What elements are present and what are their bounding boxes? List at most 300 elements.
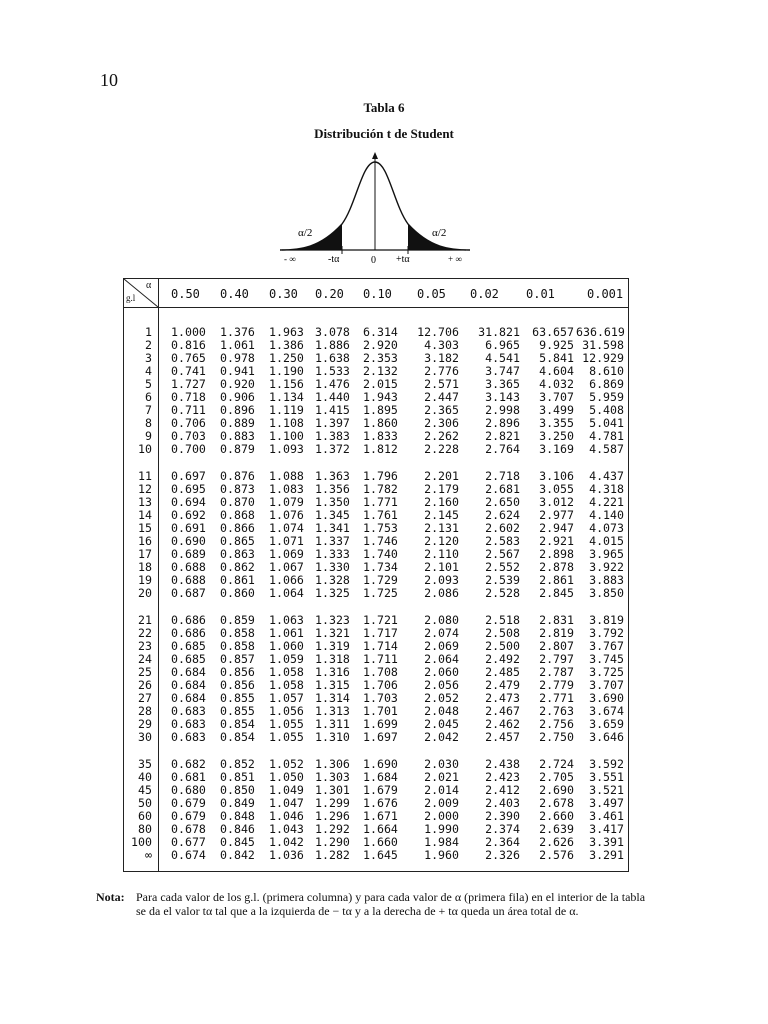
value-cell: 1.984 <box>424 835 459 849</box>
value-cell: 1.321 <box>315 626 350 640</box>
table-row <box>124 731 630 744</box>
value-cell: 1.046 <box>269 809 304 823</box>
value-cell: 3.521 <box>589 783 624 797</box>
value-cell: 1.729 <box>363 573 398 587</box>
value-cell: 0.689 <box>171 547 206 561</box>
page-number: 10 <box>100 70 118 90</box>
df-cell: 50 <box>138 796 152 810</box>
value-cell: 1.699 <box>363 717 398 731</box>
value-cell: 3.078 <box>315 325 350 339</box>
value-cell: 1.886 <box>315 338 350 352</box>
value-cell: 2.132 <box>363 364 398 378</box>
value-cell: 1.000 <box>171 325 206 339</box>
value-cell: 1.796 <box>363 469 398 483</box>
value-cell: 2.473 <box>485 691 520 705</box>
value-cell: 0.854 <box>220 717 255 731</box>
value-cell: 4.437 <box>589 469 624 483</box>
value-cell: 2.160 <box>424 495 459 509</box>
value-cell: 2.060 <box>424 665 459 679</box>
value-cell: 4.781 <box>589 429 624 443</box>
df-cell: 11 <box>138 469 152 483</box>
value-cell: 0.694 <box>171 495 206 509</box>
value-cell: 2.014 <box>424 783 459 797</box>
value-cell: 2.539 <box>485 573 520 587</box>
value-cell: 1.337 <box>315 534 350 548</box>
df-cell: 1 <box>145 325 152 339</box>
value-cell: 8.610 <box>589 364 624 378</box>
value-cell: 2.626 <box>539 835 574 849</box>
value-cell: 1.782 <box>363 482 398 496</box>
value-cell: 0.711 <box>171 403 206 417</box>
value-cell: 2.412 <box>485 783 520 797</box>
value-cell: 1.676 <box>363 796 398 810</box>
value-cell: 0.703 <box>171 429 206 443</box>
value-cell: 3.659 <box>589 717 624 731</box>
value-cell: 1.812 <box>363 442 398 456</box>
value-cell: 2.845 <box>539 586 574 600</box>
value-cell: 2.771 <box>539 691 574 705</box>
value-cell: 2.052 <box>424 691 459 705</box>
value-cell: 1.315 <box>315 678 350 692</box>
df-cell: 4 <box>145 364 152 378</box>
value-cell: 2.567 <box>485 547 520 561</box>
value-cell: 1.690 <box>363 757 398 771</box>
value-cell: 0.856 <box>220 678 255 692</box>
df-cell: 35 <box>138 757 152 771</box>
value-cell: 2.110 <box>424 547 459 561</box>
value-cell: 2.508 <box>485 626 520 640</box>
value-cell: 4.140 <box>589 508 624 522</box>
value-cell: 0.889 <box>220 416 255 430</box>
value-cell: 2.485 <box>485 665 520 679</box>
value-cell: 2.718 <box>485 469 520 483</box>
table-row <box>124 587 630 600</box>
value-cell: 0.941 <box>220 364 255 378</box>
value-cell: 0.883 <box>220 429 255 443</box>
value-cell: 3.646 <box>589 730 624 744</box>
value-cell: 1.717 <box>363 626 398 640</box>
value-cell: 1.190 <box>269 364 304 378</box>
value-cell: 0.691 <box>171 521 206 535</box>
value-cell: 2.364 <box>485 835 520 849</box>
df-cell: 25 <box>138 665 152 679</box>
value-cell: 3.707 <box>589 678 624 692</box>
value-cell: 0.862 <box>220 560 255 574</box>
value-cell: 0.684 <box>171 691 206 705</box>
value-cell: 2.787 <box>539 665 574 679</box>
value-cell: 1.734 <box>363 560 398 574</box>
value-cell: 0.688 <box>171 560 206 574</box>
value-cell: 2.705 <box>539 770 574 784</box>
value-cell: 1.282 <box>315 848 350 862</box>
axis-label-neg-inf: - ∞ <box>284 254 296 264</box>
value-cell: 1.350 <box>315 495 350 509</box>
value-cell: 0.861 <box>220 573 255 587</box>
value-cell: 1.088 <box>269 469 304 483</box>
value-cell: 0.706 <box>171 416 206 430</box>
value-cell: 0.855 <box>220 704 255 718</box>
value-cell: 0.682 <box>171 757 206 771</box>
value-cell: 1.301 <box>315 783 350 797</box>
value-cell: 1.638 <box>315 351 350 365</box>
value-cell: 0.868 <box>220 508 255 522</box>
value-cell: 0.879 <box>220 442 255 456</box>
value-cell: 0.920 <box>220 377 255 391</box>
value-cell: 4.318 <box>589 482 624 496</box>
value-cell: 3.417 <box>589 822 624 836</box>
value-cell: 1.108 <box>269 416 304 430</box>
value-cell: 1.066 <box>269 573 304 587</box>
value-cell: 1.328 <box>315 573 350 587</box>
value-cell: 2.479 <box>485 678 520 692</box>
value-cell: 2.179 <box>424 482 459 496</box>
note-label: Nota: <box>96 890 125 904</box>
value-cell: 2.447 <box>424 390 459 404</box>
value-cell: 1.318 <box>315 652 350 666</box>
value-cell: 2.756 <box>539 717 574 731</box>
value-cell: 0.690 <box>171 534 206 548</box>
value-cell: 3.690 <box>589 691 624 705</box>
value-cell: 0.718 <box>171 390 206 404</box>
value-cell: 5.408 <box>589 403 624 417</box>
alpha-header-cell: 0.40 <box>220 287 249 301</box>
value-cell: 2.390 <box>485 809 520 823</box>
value-cell: 0.681 <box>171 770 206 784</box>
alpha-header-cell: 0.30 <box>269 287 298 301</box>
df-cell: 15 <box>138 521 152 535</box>
value-cell: 3.747 <box>485 364 520 378</box>
value-cell: 0.876 <box>220 469 255 483</box>
value-cell: 2.920 <box>363 338 398 352</box>
value-cell: 1.290 <box>315 835 350 849</box>
value-cell: 1.079 <box>269 495 304 509</box>
value-cell: 3.461 <box>589 809 624 823</box>
df-cell: ∞ <box>145 848 152 862</box>
df-cell: 24 <box>138 652 152 666</box>
value-cell: 3.106 <box>539 469 574 483</box>
value-cell: 2.898 <box>539 547 574 561</box>
value-cell: 2.518 <box>485 613 520 627</box>
value-cell: 1.660 <box>363 835 398 849</box>
value-cell: 1.740 <box>363 547 398 561</box>
value-cell: 0.866 <box>220 521 255 535</box>
value-cell: 0.684 <box>171 678 206 692</box>
df-cell: 60 <box>138 809 152 823</box>
value-cell: 1.746 <box>363 534 398 548</box>
value-cell: 0.697 <box>171 469 206 483</box>
value-cell: 2.583 <box>485 534 520 548</box>
axis-label-pos-inf: + ∞ <box>448 254 462 264</box>
value-cell: 0.863 <box>220 547 255 561</box>
value-cell: 3.497 <box>589 796 624 810</box>
value-cell: 1.043 <box>269 822 304 836</box>
value-cell: 3.250 <box>539 429 574 443</box>
value-cell: 0.852 <box>220 757 255 771</box>
value-cell: 1.345 <box>315 508 350 522</box>
df-cell: 21 <box>138 613 152 627</box>
axis-label-pos-t: +tα <box>396 254 410 265</box>
alpha-header-cell: 0.50 <box>171 287 200 301</box>
value-cell: 0.846 <box>220 822 255 836</box>
value-cell: 0.858 <box>220 639 255 653</box>
value-cell: 1.860 <box>363 416 398 430</box>
value-cell: 1.664 <box>363 822 398 836</box>
value-cell: 1.071 <box>269 534 304 548</box>
value-cell: 2.528 <box>485 586 520 600</box>
value-cell: 1.330 <box>315 560 350 574</box>
value-cell: 1.059 <box>269 652 304 666</box>
alpha-header-cell: 0.001 <box>587 287 624 301</box>
value-cell: 2.353 <box>363 351 398 365</box>
value-cell: 1.050 <box>269 770 304 784</box>
value-cell: 636.619 <box>576 325 625 339</box>
value-cell: 2.403 <box>485 796 520 810</box>
value-cell: 2.763 <box>539 704 574 718</box>
value-cell: 2.681 <box>485 482 520 496</box>
value-cell: 1.372 <box>315 442 350 456</box>
value-cell: 3.365 <box>485 377 520 391</box>
axis-label-zero: 0 <box>371 255 376 265</box>
value-cell: 1.055 <box>269 730 304 744</box>
value-cell: 2.462 <box>485 717 520 731</box>
value-cell: 2.807 <box>539 639 574 653</box>
value-cell: 1.057 <box>269 691 304 705</box>
value-cell: 3.182 <box>424 351 459 365</box>
value-cell: 3.355 <box>539 416 574 430</box>
value-cell: 2.374 <box>485 822 520 836</box>
value-cell: 0.692 <box>171 508 206 522</box>
value-cell: 3.143 <box>485 390 520 404</box>
df-cell: 6 <box>145 390 152 404</box>
df-cell: 12 <box>138 482 152 496</box>
value-cell: 0.857 <box>220 652 255 666</box>
value-cell: 0.896 <box>220 403 255 417</box>
df-cell: 5 <box>145 377 152 391</box>
value-cell: 1.725 <box>363 586 398 600</box>
value-cell: 1.061 <box>220 338 255 352</box>
value-cell: 2.120 <box>424 534 459 548</box>
value-cell: 1.397 <box>315 416 350 430</box>
value-cell: 1.684 <box>363 770 398 784</box>
value-cell: 6.965 <box>485 338 520 352</box>
alpha-header-cell: 0.02 <box>470 287 499 301</box>
value-cell: 0.741 <box>171 364 206 378</box>
value-cell: 1.093 <box>269 442 304 456</box>
table-label: Tabla 6 <box>363 100 405 115</box>
t-distribution-table <box>123 278 629 872</box>
table-row <box>124 443 630 456</box>
value-cell: 3.291 <box>589 848 624 862</box>
value-cell: 2.000 <box>424 809 459 823</box>
value-cell: 1.943 <box>363 390 398 404</box>
value-cell: 2.086 <box>424 586 459 600</box>
value-cell: 2.776 <box>424 364 459 378</box>
value-cell: 1.341 <box>315 521 350 535</box>
value-cell: 2.074 <box>424 626 459 640</box>
value-cell: 0.816 <box>171 338 206 352</box>
value-cell: 2.977 <box>539 508 574 522</box>
value-cell: 1.533 <box>315 364 350 378</box>
value-cell: 0.683 <box>171 704 206 718</box>
value-cell: 2.438 <box>485 757 520 771</box>
value-cell: 0.683 <box>171 730 206 744</box>
value-cell: 5.041 <box>589 416 624 430</box>
value-cell: 2.896 <box>485 416 520 430</box>
value-cell: 1.363 <box>315 469 350 483</box>
value-cell: 1.711 <box>363 652 398 666</box>
df-cell: 27 <box>138 691 152 705</box>
value-cell: 1.645 <box>363 848 398 862</box>
value-cell: 0.854 <box>220 730 255 744</box>
df-cell: 14 <box>138 508 152 522</box>
value-cell: 2.101 <box>424 560 459 574</box>
value-cell: 2.878 <box>539 560 574 574</box>
df-cell: 100 <box>131 835 152 849</box>
value-cell: 2.650 <box>485 495 520 509</box>
value-cell: 2.045 <box>424 717 459 731</box>
value-cell: 2.015 <box>363 377 398 391</box>
value-cell: 3.850 <box>589 586 624 600</box>
value-cell: 1.074 <box>269 521 304 535</box>
table-row <box>124 849 630 862</box>
value-cell: 0.850 <box>220 783 255 797</box>
value-cell: 1.134 <box>269 390 304 404</box>
value-cell: 3.551 <box>589 770 624 784</box>
df-cell: 26 <box>138 678 152 692</box>
value-cell: 1.376 <box>220 325 255 339</box>
value-cell: 3.674 <box>589 704 624 718</box>
value-cell: 1.058 <box>269 678 304 692</box>
value-cell: 0.680 <box>171 783 206 797</box>
value-cell: 0.700 <box>171 442 206 456</box>
df-cell: 3 <box>145 351 152 365</box>
value-cell: 0.687 <box>171 586 206 600</box>
value-cell: 1.356 <box>315 482 350 496</box>
value-cell: 2.145 <box>424 508 459 522</box>
value-cell: 4.015 <box>589 534 624 548</box>
value-cell: 0.674 <box>171 848 206 862</box>
value-cell: 0.870 <box>220 495 255 509</box>
value-cell: 1.067 <box>269 560 304 574</box>
value-cell: 1.076 <box>269 508 304 522</box>
value-cell: 3.499 <box>539 403 574 417</box>
value-cell: 1.064 <box>269 586 304 600</box>
value-cell: 1.060 <box>269 639 304 653</box>
value-cell: 2.779 <box>539 678 574 692</box>
value-cell: 9.925 <box>539 338 574 352</box>
df-cell: 19 <box>138 573 152 587</box>
df-cell: 22 <box>138 626 152 640</box>
value-cell: 2.423 <box>485 770 520 784</box>
value-cell: 0.685 <box>171 652 206 666</box>
value-cell: 31.821 <box>478 325 520 339</box>
value-cell: 2.064 <box>424 652 459 666</box>
value-cell: 1.319 <box>315 639 350 653</box>
value-cell: 2.821 <box>485 429 520 443</box>
df-cell: 20 <box>138 586 152 600</box>
value-cell: 2.492 <box>485 652 520 666</box>
header-separator <box>124 307 628 308</box>
value-cell: 63.657 <box>532 325 574 339</box>
value-cell: 1.833 <box>363 429 398 443</box>
value-cell: 1.753 <box>363 521 398 535</box>
value-cell: 4.073 <box>589 521 624 535</box>
value-cell: 1.058 <box>269 665 304 679</box>
value-cell: 2.831 <box>539 613 574 627</box>
value-cell: 1.761 <box>363 508 398 522</box>
value-cell: 31.598 <box>582 338 624 352</box>
value-cell: 1.036 <box>269 848 304 862</box>
value-cell: 3.169 <box>539 442 574 456</box>
value-cell: 1.963 <box>269 325 304 339</box>
value-cell: 2.576 <box>539 848 574 862</box>
value-cell: 3.819 <box>589 613 624 627</box>
value-cell: 2.500 <box>485 639 520 653</box>
value-cell: 1.069 <box>269 547 304 561</box>
value-cell: 0.856 <box>220 665 255 679</box>
value-cell: 1.250 <box>269 351 304 365</box>
value-cell: 0.677 <box>171 835 206 849</box>
value-cell: 0.860 <box>220 586 255 600</box>
value-cell: 0.683 <box>171 717 206 731</box>
value-cell: 0.686 <box>171 626 206 640</box>
t-distribution-figure <box>270 150 480 265</box>
value-cell: 1.990 <box>424 822 459 836</box>
value-cell: 1.303 <box>315 770 350 784</box>
alpha-header-cell: 0.01 <box>526 287 555 301</box>
value-cell: 1.156 <box>269 377 304 391</box>
value-cell: 0.978 <box>220 351 255 365</box>
value-cell: 12.929 <box>582 351 624 365</box>
value-cell: 0.688 <box>171 573 206 587</box>
value-cell: 0.858 <box>220 626 255 640</box>
value-cell: 0.845 <box>220 835 255 849</box>
value-cell: 0.679 <box>171 796 206 810</box>
value-cell: 1.061 <box>269 626 304 640</box>
table-title: Distribución t de Student <box>314 126 454 141</box>
value-cell: 0.848 <box>220 809 255 823</box>
value-cell: 2.998 <box>485 403 520 417</box>
value-cell: 2.921 <box>539 534 574 548</box>
value-cell: 2.750 <box>539 730 574 744</box>
value-cell: 2.009 <box>424 796 459 810</box>
value-cell: 2.764 <box>485 442 520 456</box>
value-cell: 1.333 <box>315 547 350 561</box>
df-cell: 10 <box>138 442 152 456</box>
value-cell: 2.201 <box>424 469 459 483</box>
value-cell: 1.049 <box>269 783 304 797</box>
value-cell: 3.391 <box>589 835 624 849</box>
value-cell: 1.299 <box>315 796 350 810</box>
value-cell: 1.960 <box>424 848 459 862</box>
value-cell: 1.055 <box>269 717 304 731</box>
corner-alpha-label: α <box>146 280 152 291</box>
value-cell: 2.056 <box>424 678 459 692</box>
value-cell: 5.841 <box>539 351 574 365</box>
value-cell: 1.679 <box>363 783 398 797</box>
value-cell: 1.440 <box>315 390 350 404</box>
value-cell: 0.859 <box>220 613 255 627</box>
value-cell: 2.797 <box>539 652 574 666</box>
value-cell: 1.042 <box>269 835 304 849</box>
alpha-header-cell: 0.10 <box>363 287 392 301</box>
value-cell: 1.706 <box>363 678 398 692</box>
axis-label-neg-t: -tα <box>328 254 340 265</box>
value-cell: 3.767 <box>589 639 624 653</box>
value-cell: 4.032 <box>539 377 574 391</box>
df-cell: 29 <box>138 717 152 731</box>
value-cell: 2.690 <box>539 783 574 797</box>
